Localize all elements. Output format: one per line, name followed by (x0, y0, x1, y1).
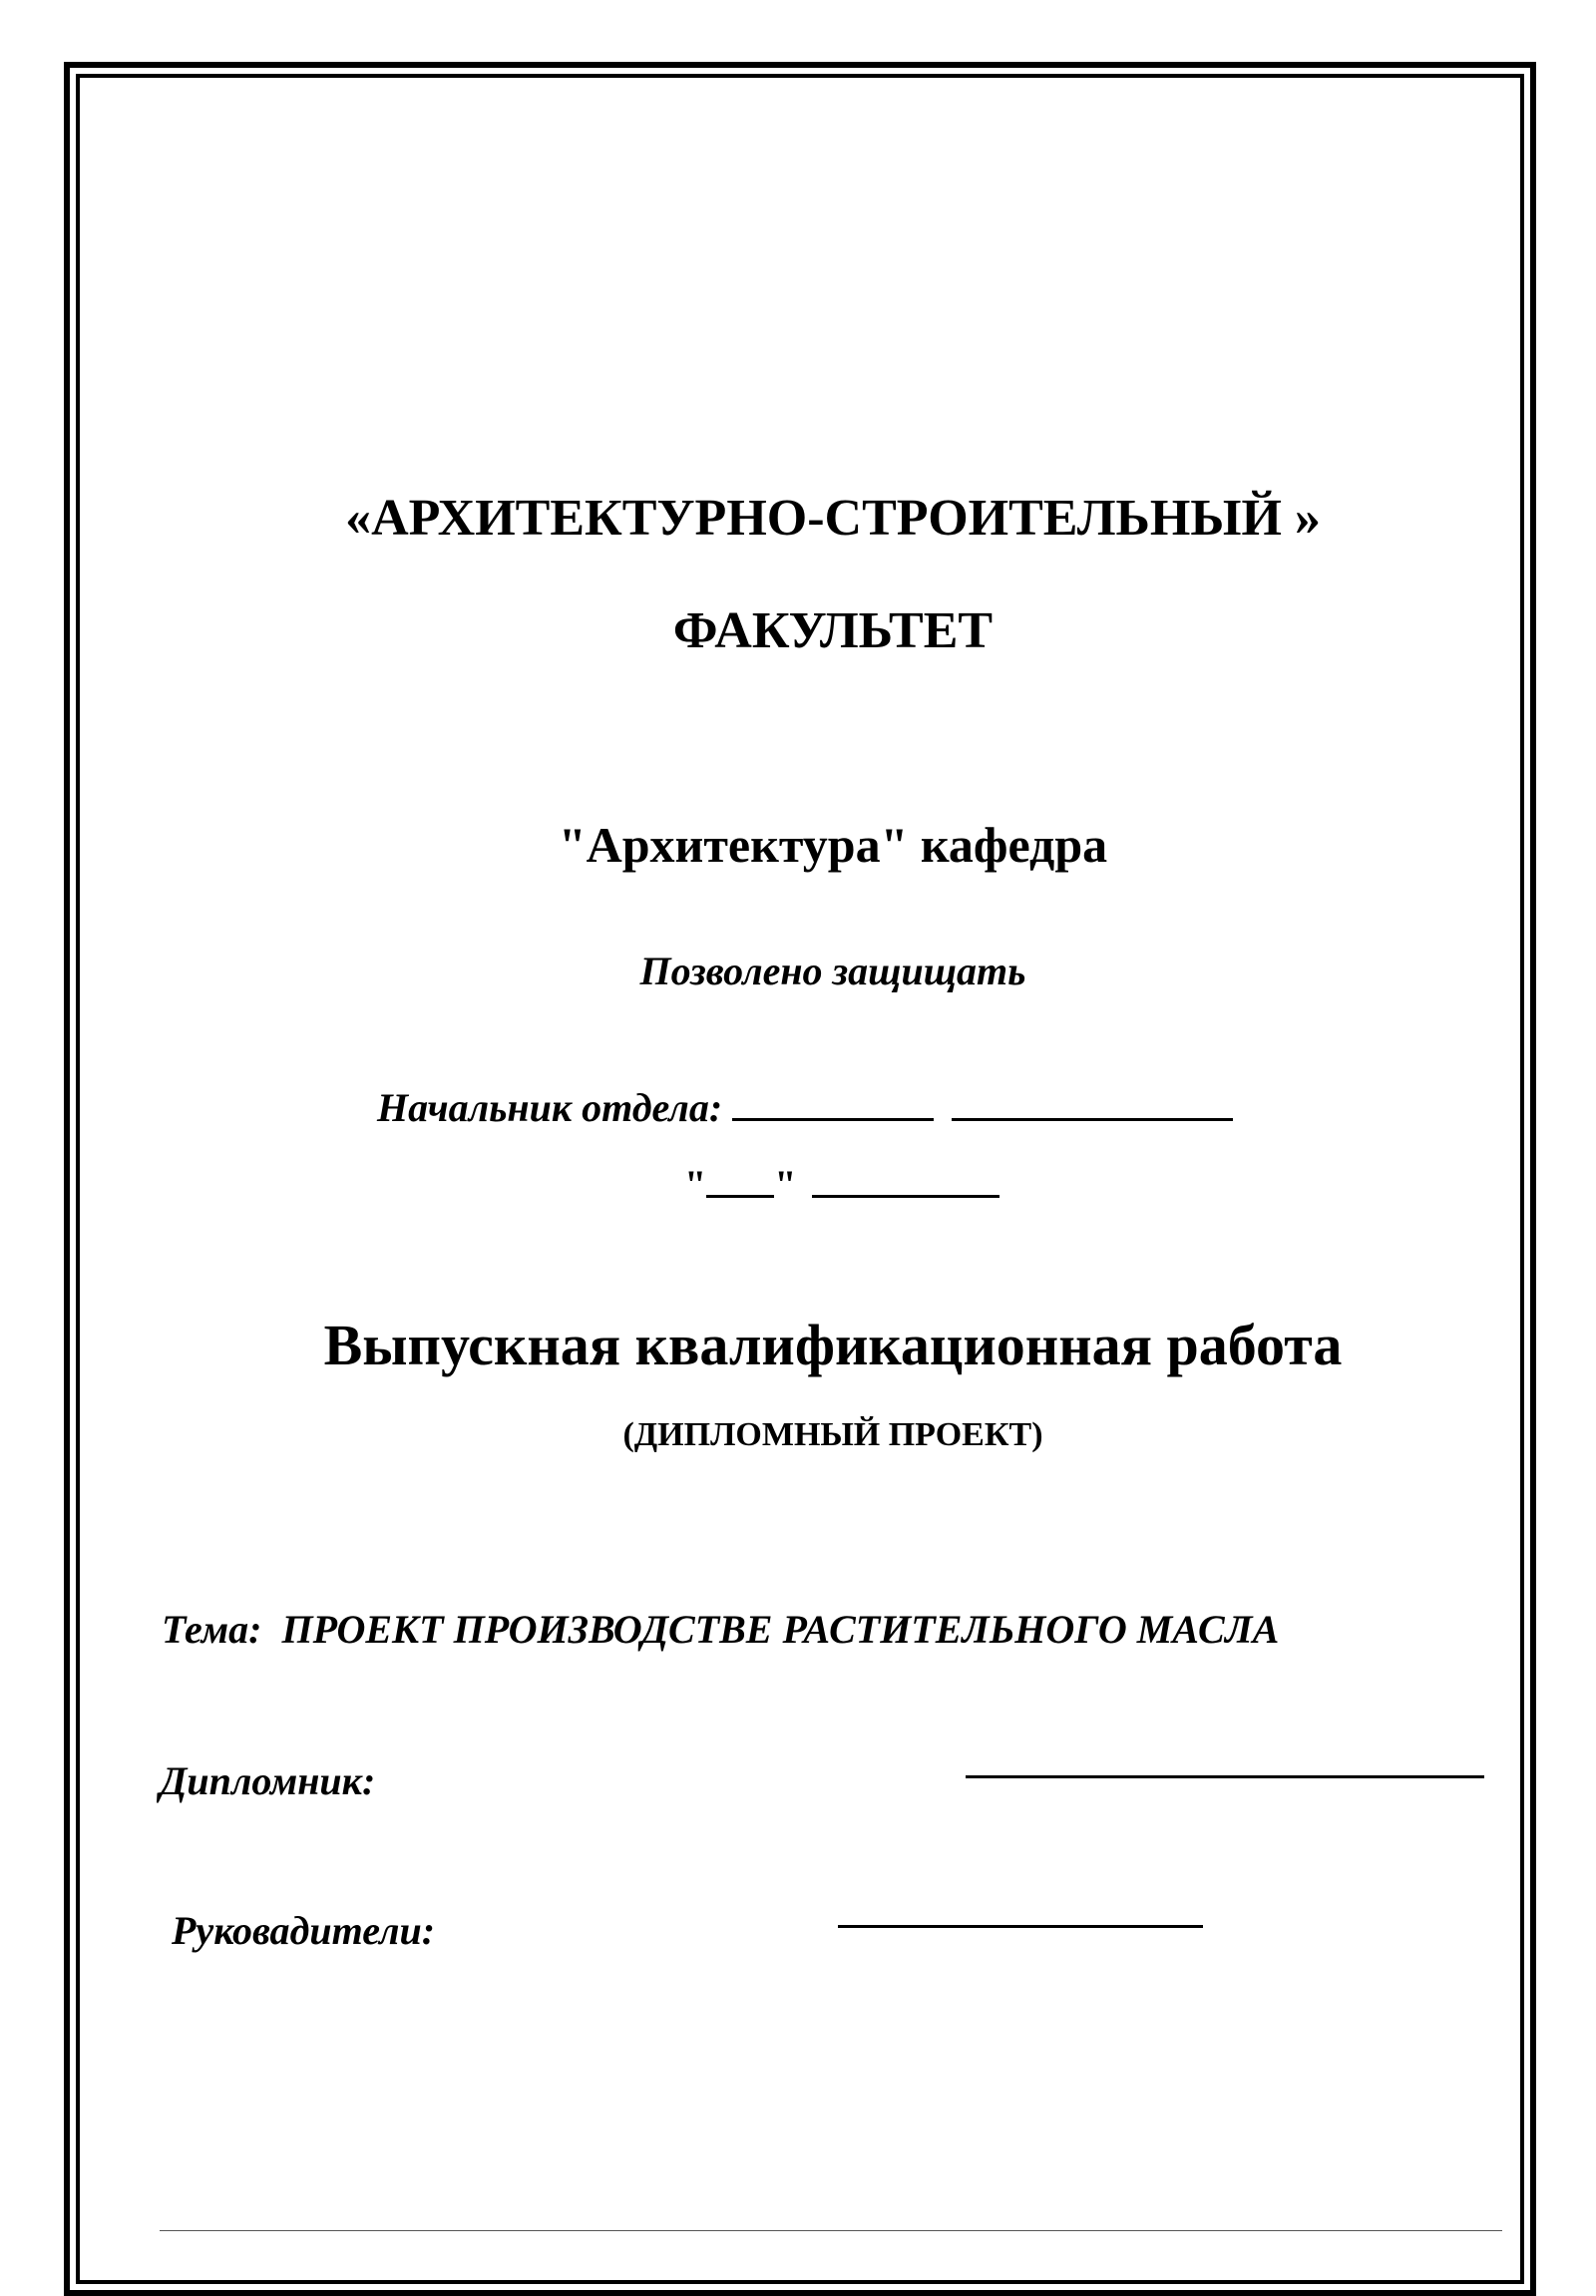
date-month-blank (812, 1159, 999, 1198)
leaders-signature-line (838, 1925, 1203, 1928)
topic-row (162, 1606, 1279, 1653)
faculty-title: «АРХИТЕКТУРНО-СТРОИТЕЛЬНЫЙ » (345, 490, 1321, 547)
diplomnik-label: Дипломник: (160, 1758, 376, 1803)
diplomnik-signature-line (966, 1775, 1484, 1778)
head-of-department-row (377, 1082, 1233, 1131)
topic-value: ПРОЕКТ ПРОИЗВОДСТВЕ РАСТИТЕЛЬНОГО МАСЛА (281, 1607, 1280, 1652)
date-day-blank (706, 1159, 774, 1198)
department-title: "Архитектура" кафедра (558, 817, 1108, 873)
faculty-title-word: ФАКУЛЬТЕТ (672, 602, 994, 659)
topic-label: Тема: (162, 1607, 262, 1652)
head-name-blank (952, 1082, 1233, 1121)
work-title: Выпускная квалификационная работа (323, 1313, 1343, 1377)
head-of-department-label: Начальник отдела: (377, 1085, 723, 1130)
leaders-label: Руковадители: (172, 1908, 436, 1953)
allowed-to-defend-label: Позволено защищать (639, 949, 1026, 993)
head-signature-blank (732, 1082, 934, 1121)
date-quote-open: " (684, 1162, 707, 1207)
date-row (684, 1159, 999, 1208)
bottom-rule (160, 2230, 1502, 2231)
work-subtitle: (ДИПЛОМНЫЙ ПРОЕКТ) (622, 1416, 1043, 1453)
date-quote-close: " (774, 1162, 797, 1207)
